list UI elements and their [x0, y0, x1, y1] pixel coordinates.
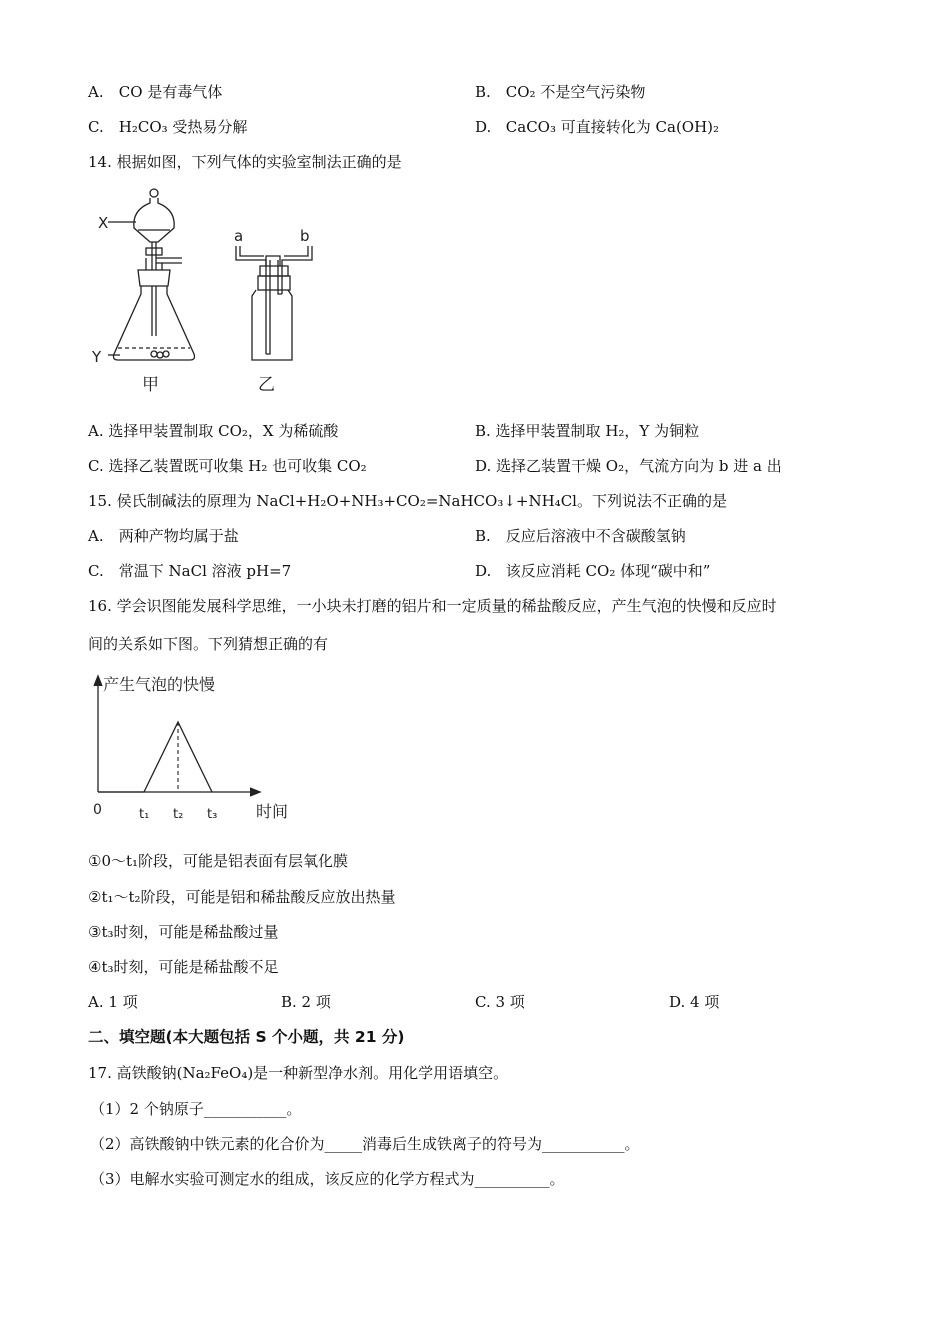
label-y: Y [92, 348, 102, 366]
y-axis-arrow [94, 676, 102, 686]
rubber-stopper [138, 270, 170, 286]
option-text: CaCO₃ 可直接转化为 Ca(OH)₂ [505, 118, 720, 136]
option-text: CO 是有毒气体 [118, 83, 223, 101]
option-text: 常温下 NaCl 溶液 pH=7 [118, 562, 292, 580]
option-text: 反应后溶液中不含碳酸氢钠 [505, 527, 686, 545]
q14-option-a: A. 选择甲装置制取 CO₂，X 为稀硫酸 [88, 422, 339, 440]
option-label: C. [88, 118, 104, 136]
q16-option-d: D. 4 项 [669, 993, 720, 1011]
q17-part-3: （3）电解水实验可测定水的组成，该反应的化学方程式为__________。 [90, 1170, 565, 1188]
q16-statement-2: ②t₁～t₂阶段，可能是铝和稀盐酸反应放出热量 [88, 888, 396, 906]
rate-series-line [98, 722, 212, 792]
q13-option-a [88, 82, 222, 102]
label-a: a [234, 227, 244, 245]
q16-stem-line1: 16. 学会识图能发展科学思维，一小块未打磨的铝片和一定质量的稀盐酸反应，产生气泡的快慢和反应时 [88, 597, 777, 615]
option-label: A. [88, 527, 104, 545]
q14-stem: 14. 根据如图，下列气体的实验室制法正确的是 [88, 153, 402, 171]
q16-stem-line2: 间的关系如下图。下列猜想正确的有 [88, 635, 329, 653]
q15-stem: 15. 侯氏制碱法的原理为 NaCl+H₂O+NH₃+CO₂=NaHCO₃↓+NH₄Cl。下列说法不正确的是 [88, 492, 727, 510]
separatory-funnel [134, 198, 174, 242]
q17-stem: 17. 高铁酸钠(Na₂FeO₄)是一种新型净水剂。用化学用语填空。 [88, 1064, 509, 1082]
q16-statement-3: ③t₃时刻，可能是稀盐酸过量 [88, 923, 279, 941]
option-text: H₂CO₃ 受热易分解 [118, 118, 248, 136]
q17-part-1: （1）2 个钠原子___________。 [90, 1100, 302, 1118]
q15-option-c [88, 561, 291, 581]
option-text: 该反应消耗 CO₂ 体现“碳中和” [505, 562, 711, 580]
section-heading: 二、填空题(本大题包括 S 个小题，共 21 分) [88, 1028, 405, 1046]
long-tube-a [236, 246, 266, 354]
x-tick-label: t₃ [207, 807, 218, 822]
conical-flask [114, 286, 195, 360]
q14-option-b: B. 选择甲装置制取 H₂，Y 为铜粒 [475, 422, 700, 440]
label-x: X [98, 214, 109, 232]
q16-option-b: B. 2 项 [281, 993, 331, 1011]
option-text: CO₂ 不是空气污染物 [505, 83, 646, 101]
origin-label: 0 [93, 802, 102, 818]
option-label: B. [475, 83, 491, 101]
y-axis-label: 产生气泡的快慢 [103, 675, 216, 694]
x-tick-label: t₁ [139, 807, 150, 822]
option-text: 两种产物均属于盐 [118, 527, 239, 545]
caption-left: 甲 [142, 375, 159, 395]
bubble-rate-chart [86, 668, 306, 828]
stopcock [146, 248, 162, 255]
option-label: B. [475, 527, 491, 545]
q15-option-d [475, 561, 710, 581]
q16-option-a: A. 1 项 [88, 993, 138, 1011]
x-tick-label: t₂ [173, 807, 184, 822]
q17-part-2: （2）高铁酸钠中铁元素的化合价为_____消毒后生成铁离子的符号为___________。 [90, 1135, 640, 1153]
apparatus-figure [86, 186, 326, 398]
option-label: D. [475, 118, 492, 136]
q14-option-c: C. 选择乙装置既可收集 H₂ 也可收集 CO₂ [88, 457, 367, 475]
caption-right: 乙 [258, 375, 275, 395]
funnel-stopper [150, 189, 158, 197]
option-label: A. [88, 83, 104, 101]
q16-option-c: C. 3 项 [475, 993, 525, 1011]
label-b: b [300, 227, 310, 245]
q13-option-d [475, 117, 719, 137]
q15-option-a [88, 526, 239, 546]
q13-option-b [475, 82, 645, 102]
q16-statement-1: ①0～t₁阶段，可能是铝表面有层氧化膜 [88, 852, 349, 870]
q13-option-c [88, 117, 247, 137]
x-axis-arrow [250, 788, 260, 796]
q15-option-b [475, 526, 686, 546]
q14-option-d: D. 选择乙装置干燥 O₂，气流方向为 b 进 a 出 [475, 457, 782, 475]
bottle-stopper [260, 266, 288, 276]
option-label: D. [475, 562, 492, 580]
gas-washing-bottle [252, 290, 292, 360]
solid-particle [151, 351, 157, 357]
option-label: C. [88, 562, 104, 580]
q16-statement-4: ④t₃时刻，可能是稀盐酸不足 [88, 958, 279, 976]
x-axis-label: 时间 [256, 802, 289, 821]
